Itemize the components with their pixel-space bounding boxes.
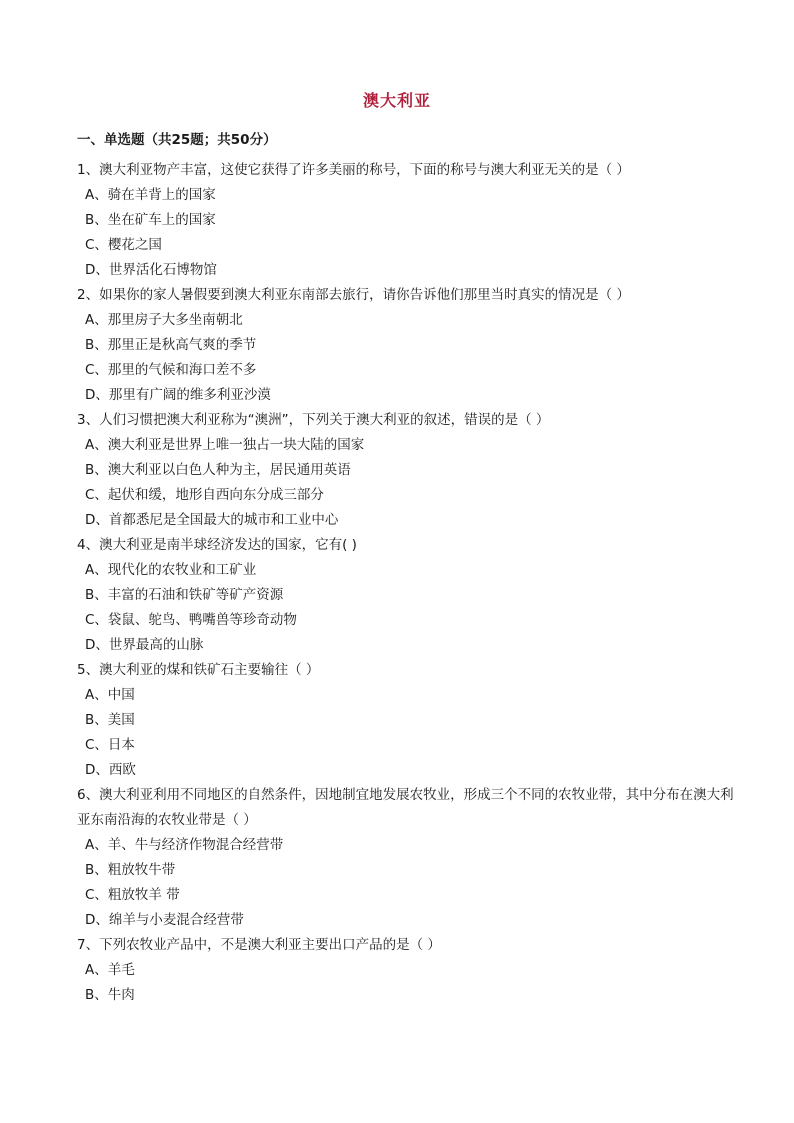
question-stem: 3、人们习惯把澳大利亚称为“澳洲”，下列关于澳大利亚的叙述，错误的是（ ） (77, 412, 550, 428)
option-b: B、坐在矿车上的国家 (85, 212, 216, 228)
question-stem: 7、下列农牧业产品中，不是澳大利亚主要出口产品的是（ ） (77, 937, 441, 953)
option-c: C、樱花之国 (85, 237, 162, 253)
option-b: B、澳大利亚以白色人种为主，居民通用英语 (85, 462, 351, 478)
option-b: B、丰富的石油和铁矿等矿产资源 (85, 587, 284, 603)
option-a: A、羊、牛与经济作物混合经营带 (85, 837, 284, 853)
option-b: B、美国 (85, 712, 135, 728)
section-heading: 一、单选题（共25题；共50分） (77, 132, 277, 148)
option-d: D、绵羊与小麦混合经营带 (85, 912, 244, 928)
option-c: C、日本 (85, 737, 135, 753)
option-a: A、羊毛 (85, 962, 135, 978)
option-a: A、中国 (85, 687, 135, 703)
option-c: C、起伏和缓，地形自西向东分成三部分 (85, 487, 324, 503)
option-b: B、那里正是秋高气爽的季节 (85, 337, 257, 353)
option-a: A、澳大利亚是世界上唯一独占一块大陆的国家 (85, 437, 365, 453)
question-6 (77, 783, 737, 933)
option-c: C、袋鼠、鸵鸟、鸭嘴兽等珍奇动物 (85, 612, 297, 628)
option-a: A、那里房子大多坐南朝北 (85, 312, 243, 328)
option-d: D、世界活化石博物馆 (85, 262, 217, 278)
option-b: B、粗放牧牛带 (85, 862, 176, 878)
option-d: D、西欧 (85, 762, 136, 778)
option-c: C、那里的气候和海口差不多 (85, 362, 257, 378)
option-d: D、那里有广阔的维多利亚沙漠 (85, 387, 271, 403)
option-a: A、骑在羊背上的国家 (85, 187, 216, 203)
question-1 (77, 158, 737, 283)
question-stem: 4、澳大利亚是南半球经济发达的国家，它有( ) (77, 537, 357, 553)
question-stem: 6、澳大利亚利用不同地区的自然条件，因地制宜地发展农牧业，形成三个不同的农牧业带，其中分布在澳大利亚东南沿海的农牧业带是（ ） (77, 787, 734, 828)
page-title: 澳大利亚 (362, 91, 431, 110)
question-list (77, 158, 737, 1008)
question-3 (77, 408, 737, 533)
question-stem: 1、澳大利亚物产丰富，这使它获得了许多美丽的称号，下面的称号与澳大利亚无关的是（ ） (77, 162, 630, 178)
option-a: A、现代化的农牧业和工矿业 (85, 562, 257, 578)
question-7 (77, 933, 737, 1008)
question-4 (77, 533, 737, 658)
question-5 (77, 658, 737, 783)
option-c: C、粗放牧羊 带 (85, 887, 180, 903)
option-d: D、世界最高的山脉 (85, 637, 204, 653)
option-b: B、牛肉 (85, 987, 135, 1003)
question-2 (77, 283, 737, 408)
option-d: D、首都悉尼是全国最大的城市和工业中心 (85, 512, 339, 528)
question-stem: 2、如果你的家人暑假要到澳大利亚东南部去旅行，请你告诉他们那里当时真实的情况是（ ） (77, 287, 630, 303)
question-stem: 5、澳大利亚的煤和铁矿石主要输往（ ） (77, 662, 320, 678)
